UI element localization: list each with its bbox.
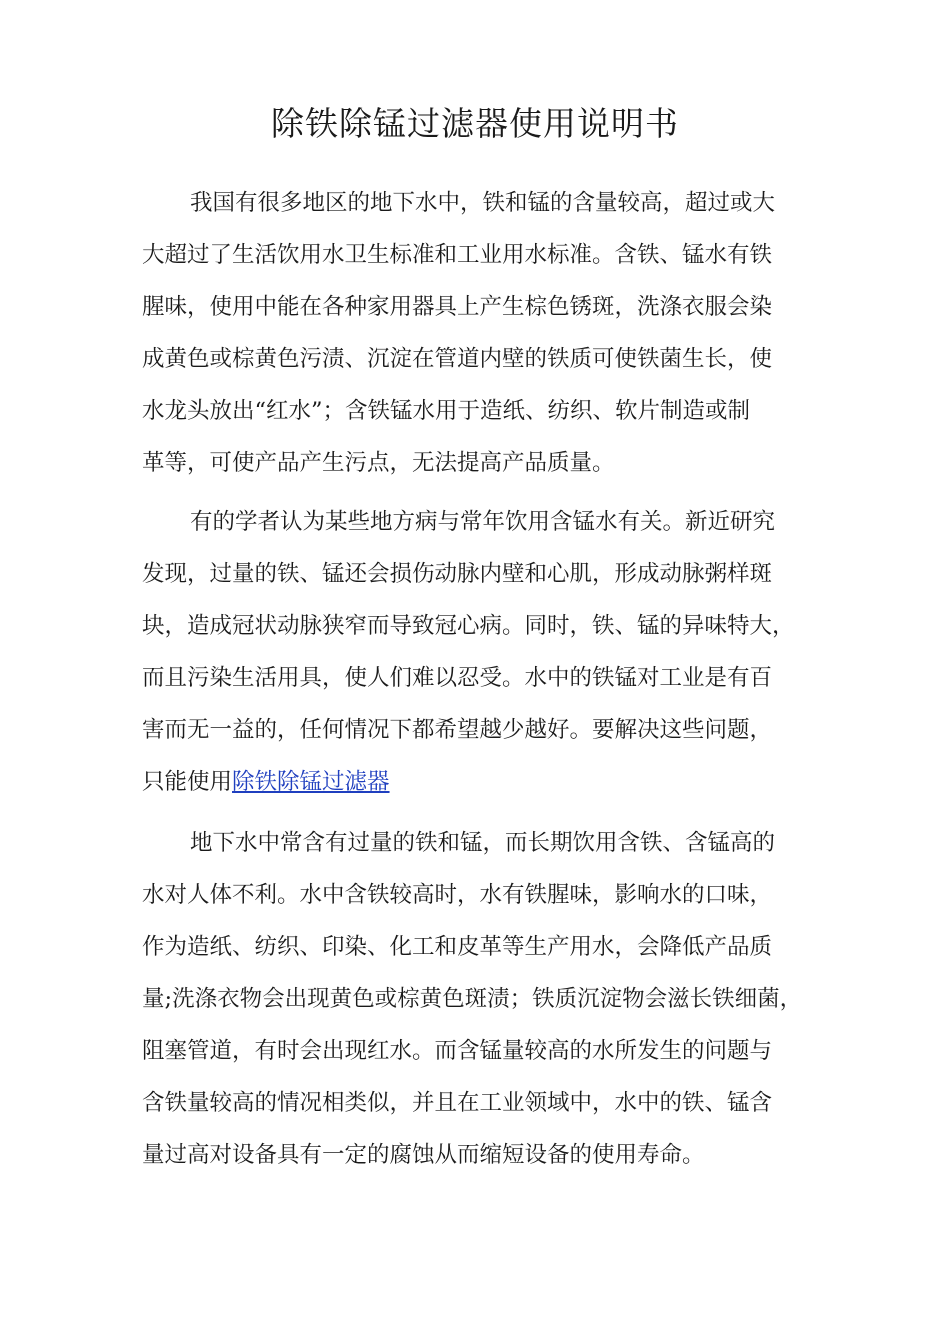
paragraph-line: 腥味，使用中能在各种家用器具上产生棕色锈斑，洗涤衣服会染 <box>142 294 773 320</box>
paragraph-1 <box>142 177 775 489</box>
paragraph-line: 而且污染生活用具，使人们难以忍受。水中的铁锰对工业是有百 <box>142 665 773 691</box>
paragraph-line: 作为造纸、纺织、印染、化工和皮革等生产用水，会降低产品质 <box>142 934 773 960</box>
paragraph-2 <box>142 496 795 808</box>
paragraph-line: 量过高对设备具有一定的腐蚀从而缩短设备的使用寿命。 <box>142 1142 705 1168</box>
paragraph-line: 成黄色或棕黄色污渍、沉淀在管道内壁的铁质可使铁菌生长，使 <box>142 346 773 372</box>
paragraph-line: 水龙头放出“红水”；含铁锰水用于造纸、纺织、软片制造或制 <box>142 398 751 424</box>
paragraph-line: 有的学者认为某些地方病与常年饮用含锰水有关。新近研究 <box>190 509 776 535</box>
paragraph-line: 地下水中常含有过量的铁和锰，而长期饮用含铁、含锰高的 <box>190 830 776 856</box>
paragraph-line: 害而无一益的，任何情况下都希望越少越好。要解决这些问题， <box>142 717 773 743</box>
paragraph-line: 量;洗涤衣物会出现黄色或棕黄色斑渍；铁质沉淀物会滋长铁细菌， <box>142 986 803 1012</box>
paragraph-line: 我国有很多地区的地下水中，铁和锰的含量较高，超过或大 <box>190 190 776 216</box>
paragraph-line: 含铁量较高的情况相类似，并且在工业领域中，水中的铁、锰含 <box>142 1090 773 1116</box>
paragraph-line: 阻塞管道，有时会出现红水。而含锰量较高的水所发生的问题与 <box>142 1038 773 1064</box>
link-prefix-text: 只能使用 <box>142 769 233 795</box>
filter-product-link[interactable]: 除铁除锰过滤器 <box>232 769 390 795</box>
paragraph-3 <box>142 817 802 1181</box>
paragraph-line: 革等，可使产品产生污点，无法提高产品质量。 <box>142 450 615 476</box>
paragraph-line: 发现，过量的铁、锰还会损伤动脉内壁和心肌，形成动脉粥样斑 <box>142 561 773 587</box>
paragraph-line: 水对人体不利。水中含铁较高时，水有铁腥味，影响水的口味， <box>142 882 773 908</box>
document-title: 除铁除锰过滤器使用说明书 <box>271 104 679 143</box>
paragraph-line: 块，造成冠状动脉狭窄而导致冠心病。同时，铁、锰的异味特大， <box>142 613 795 639</box>
paragraph-last-line <box>142 756 795 808</box>
paragraph-line: 大超过了生活饮用水卫生标准和工业用水标准。含铁、锰水有铁 <box>142 242 773 268</box>
